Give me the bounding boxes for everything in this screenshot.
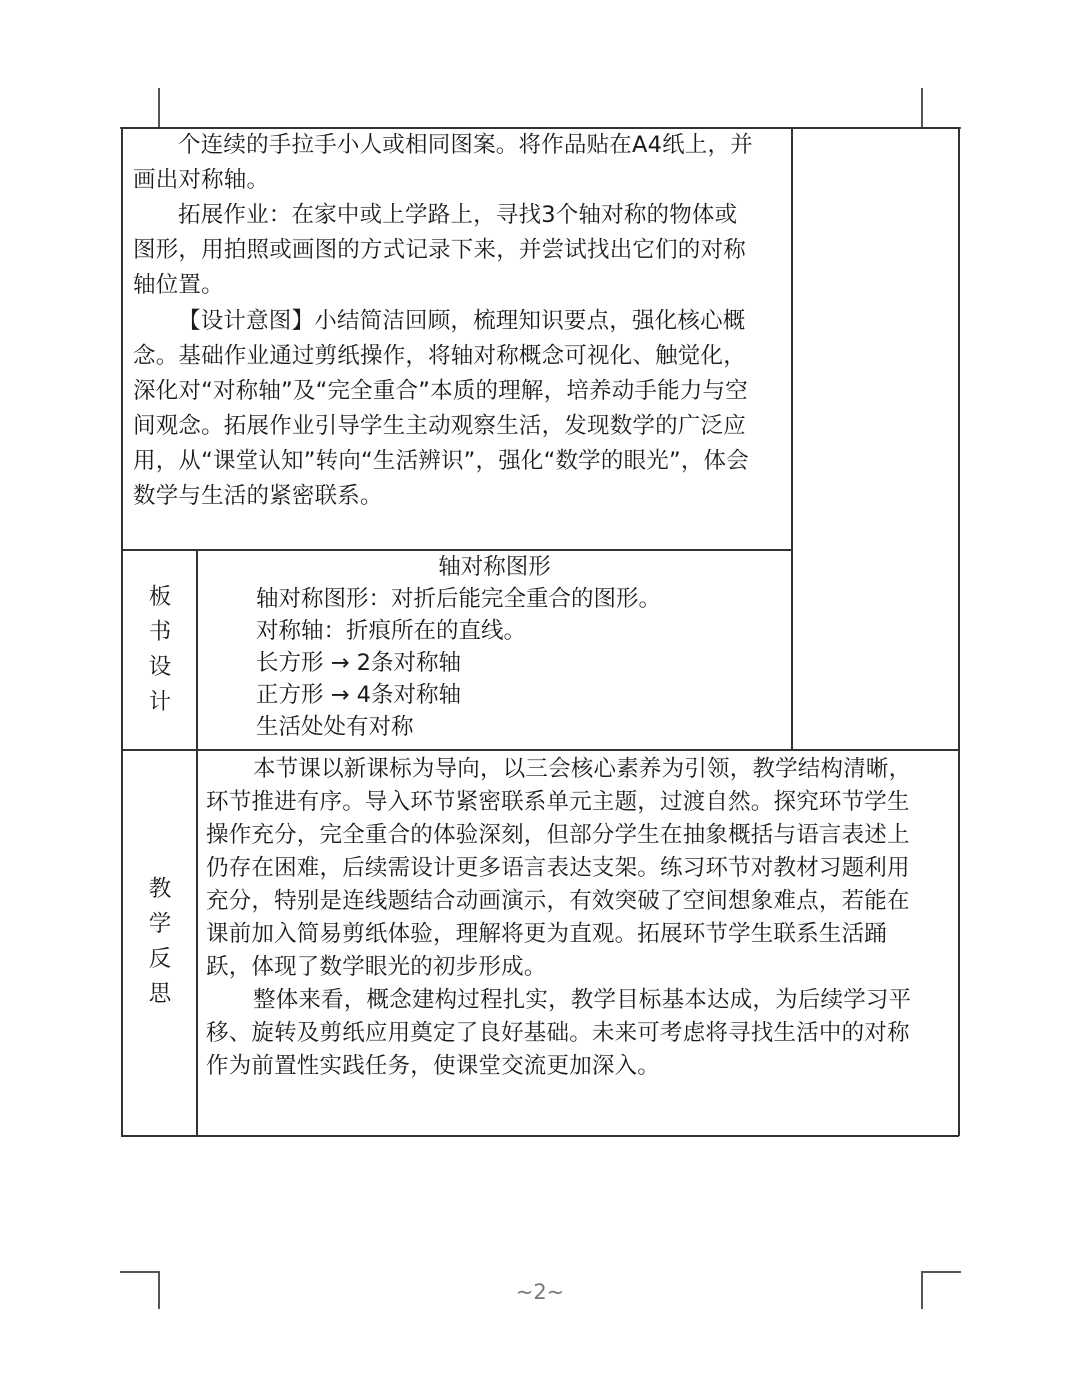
design-intent-line: 间观念。拓展作业引导学生主动观察生活，发现数学的广泛应 <box>133 413 746 439</box>
board-design-label-char: 书 <box>148 619 172 645</box>
board-design-label-char: 板 <box>148 584 172 610</box>
design-intent-line: 念。基础作业通过剪纸操作，将轴对称概念可视化、触觉化， <box>133 343 746 369</box>
table-border-right <box>958 127 960 1136</box>
design-intent-line: 用，从“课堂认知”转向“生活辨识”，强化“数学的眼光”，体会 <box>133 448 749 474</box>
reflection-line: 仍存在困难，后续需设计更多语言表达支架。练习环节对教材习题利用 <box>206 855 910 881</box>
homework-line: 个连续的手拉手小人或相同图案。将作品贴在A4纸上，并 <box>178 132 753 158</box>
design-intent-line: 深化对“对称轴”及“完全重合”本质的理解，培养动手能力与空 <box>133 378 748 404</box>
homework-line: 画出对称轴。 <box>133 167 270 193</box>
reflection-label-char: 教 <box>148 876 172 902</box>
table-border-left <box>121 127 123 1136</box>
divider-board-bottom <box>121 749 959 751</box>
board-line: 正方形 → 4条对称轴 <box>256 682 461 708</box>
reflection-line: 充分，特别是连线题结合动画演示，有效突破了空间想象难点，若能在 <box>206 888 910 914</box>
reflection-line: 移、旋转及剪纸应用奠定了良好基础。未来可考虑将寻找生活中的对称 <box>206 1020 910 1046</box>
divider-right-column <box>791 127 793 750</box>
divider-label-column <box>196 549 198 1136</box>
page-number: ~2~ <box>515 1280 565 1304</box>
board-line: 对称轴：折痕所在的直线。 <box>256 618 527 644</box>
reflection-line: 操作充分，完全重合的体验深刻，但部分学生在抽象概括与语言表述上 <box>206 822 910 848</box>
table-border-bottom <box>121 1135 959 1137</box>
crop-mark-top-right-vertical <box>921 88 923 128</box>
crop-mark-bottom-right-horizontal <box>921 1271 961 1273</box>
board-design-label-char: 设 <box>148 654 172 680</box>
reflection-label-char: 思 <box>148 981 172 1007</box>
homework-line: 轴位置。 <box>133 272 224 298</box>
board-design-label-char: 计 <box>148 689 172 715</box>
reflection-line: 作为前置性实践任务，使课堂交流更加深入。 <box>206 1053 661 1079</box>
board-line: 轴对称图形：对折后能完全重合的图形。 <box>256 586 662 612</box>
reflection-line: 本节课以新课标为导向，以三会核心素养为引领，教学结构清晰， <box>253 756 912 782</box>
board-title: 轴对称图形 <box>438 554 551 580</box>
design-intent-line: 【设计意图】小结简洁回顾，梳理知识要点，强化核心概 <box>178 308 746 334</box>
reflection-line: 整体来看，概念建构过程扎实，教学目标基本达成，为后续学习平 <box>253 987 912 1013</box>
reflection-label-char: 反 <box>148 946 172 972</box>
reflection-line: 环节推进有序。导入环节紧密联系单元主题，过渡自然。探究环节学生 <box>206 789 910 815</box>
crop-mark-top-left-vertical <box>158 88 160 128</box>
design-intent-line: 数学与生活的紧密联系。 <box>133 483 383 509</box>
crop-mark-bottom-left-horizontal <box>120 1271 160 1273</box>
homework-line: 拓展作业：在家中或上学路上，寻找3个轴对称的物体或 <box>178 202 738 228</box>
homework-line: 图形，用拍照或画图的方式记录下来，并尝试找出它们的对称 <box>133 237 746 263</box>
board-line: 生活处处有对称 <box>256 714 414 740</box>
reflection-label-char: 学 <box>148 911 172 937</box>
reflection-line: 跃，体现了数学眼光的初步形成。 <box>206 954 547 980</box>
reflection-line: 课前加入简易剪纸体验，理解将更为直观。拓展环节学生联系生活踊 <box>206 921 888 947</box>
board-line: 长方形 → 2条对称轴 <box>256 650 461 676</box>
